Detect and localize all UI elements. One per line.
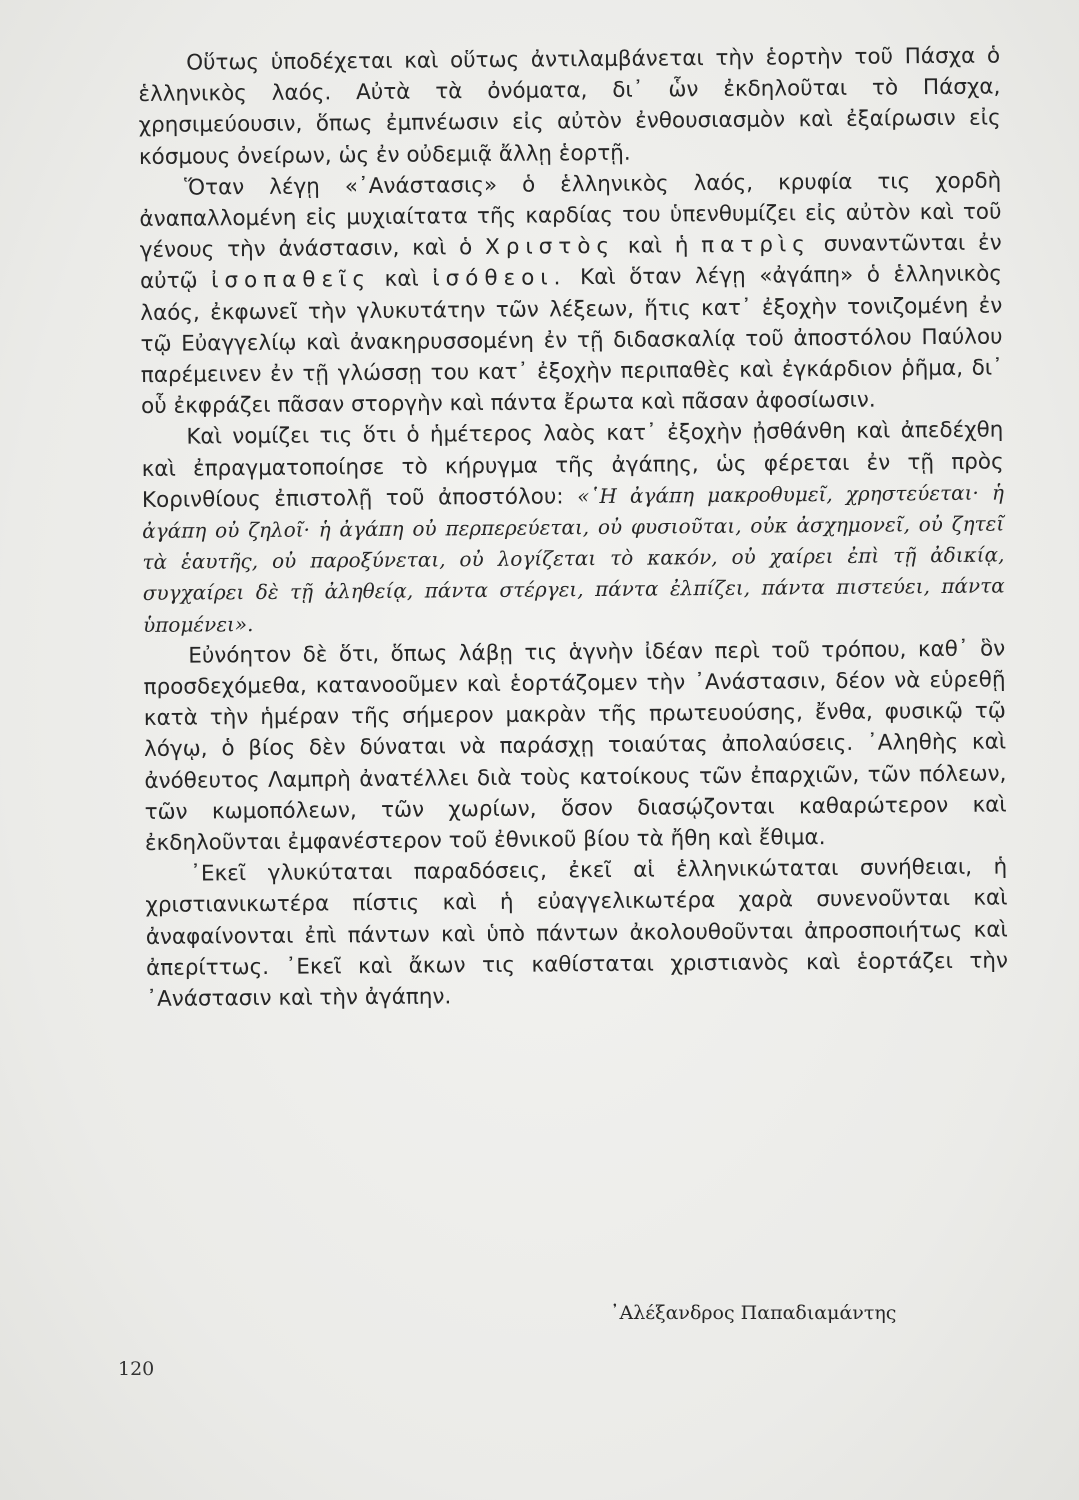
page-number: 120 (118, 1358, 155, 1380)
body-text (138, 40, 1008, 1015)
paragraph-2-part-4: καὶ (384, 266, 419, 293)
paragraph-2-part-3: συναντῶνται ἐν αὐτῷ (139, 230, 1002, 295)
paragraph-2 (139, 165, 1003, 422)
paragraph-5: ᾽Εκεῖ γλυκύταται παραδόσεις, ἐκεῖ αἱ ἑλληνικώταται συνήθειαι, ἡ χριστιανικωτέρα πίστις καὶ ἡ εὐαγγελικωτέρα χαρὰ συνενοῦνται καὶ ἀναφαίνονται ἐπὶ πάντων καὶ ὑπὸ πάντων ἀκολουθοῦνται ἀπροσποιήτως καὶ ἀπερίττως. ᾽Εκεῖ καὶ ἄκων τις καθίσταται χριστιανὸς καὶ ἑορτάζει τὴν ᾽Ανάστασιν καὶ τὴν ἀγάπην. (145, 854, 1009, 1013)
paragraph-2-part-5: Καὶ ὅταν λέγῃ «ἀγάπη» ὁ ἑλληνικὸς λαός, ἐκφωνεῖ τὴν γλυκυτάτην τῶν λέξεων, ἥτις κατ᾽ ἐξοχὴν τονιζομένη ἐν τῷ Εὐαγγελίῳ καὶ ἀνακηρυσσομένη ἐν τῇ διδασκαλίᾳ τοῦ ἀποστόλου Παύλου παρέμεινεν ἐν τῇ γλώσσῃ του κατ᾽ ἐξοχὴν περιπαθὲς καὶ ἐγκάρδιον ῥῆμα, δι᾽ οὗ ἐκφράζει πᾶσαν στοργὴν καὶ πάντα ἔρωτα καὶ πᾶσαν ἀφοσίωσιν. (140, 261, 1003, 420)
emphasis-isotheoi: ἰσόθεοι. (432, 265, 567, 292)
emphasis-patris: πατρὶς (701, 232, 811, 259)
emphasis-isopatheis: ἰσοπαθεῖς (211, 267, 372, 294)
paragraph-3-text: Καὶ νομίζει τις ὅτι ὁ ἡμέτερος λαὸς κατ᾽ ἐξοχὴν ᾐσθάνθη καὶ ἀπεδέχθη καὶ ἐπραγματοποίησε τὸ κήρυγμα τῆς ἀγάπης, ὡς φέρεται ἐν τῇ πρὸς Κορινθίους ἐπιστολῇ τοῦ ἀποστόλου: (141, 417, 1004, 513)
paragraph-1: Οὕτως ὑποδέχεται καὶ οὕτως ἀντιλαμβάνεται τὴν ἑορτὴν τοῦ Πάσχα ὁ ἑλληνικὸς λαός. Αὐτὰ τὰ ὀνόματα, δι᾽ ὧν ἐκδηλοῦται τὸ Πάσχα, χρησιμεύουσιν, ὅπως ἐμπνέωσιν εἰς αὐτὸν ἐνθουσιασμὸν καὶ ἐξαίρωσιν εἰς κόσμους ὀνείρων, ὡς ἐν οὐδεμιᾷ ἄλλῃ ἑορτῇ. (138, 43, 1001, 170)
author-signature: ᾽Αλέξανδρος Παπαδιαμάντης (610, 1302, 897, 1324)
paragraph-2-part-1: Ὅταν λέγῃ «᾽Ανάστασις» ὁ ἑλληνικὸς λαός, κρυφία τις χορδὴ ἀναπαλλομένη εἰς μυχιαίτατα τῆς καρδίας του ὑπενθυμίζει εἰς αὐτὸν καὶ τοῦ γένους τὴν ἀνάστασιν, καὶ ὁ (139, 168, 1002, 264)
paragraph-4: Εὐνόητον δὲ ὅτι, ὅπως λάβῃ τις ἁγνὴν ἰδέαν περὶ τοῦ τρόπου, καθ᾽ ὃν προσδεχόμεθα, κατανοοῦμεν καὶ ἑορτάζομεν τὴν ᾽Ανάστασιν, δέον νὰ εὑρεθῇ κατὰ τὴν ἡμέραν τῆς σήμερον μακρὰν τῆς πρωτευούσης, ἔνθα, φυσικῷ τῷ λόγῳ, ὁ βίος δὲν δύναται νὰ παράσχῃ τοιαύτας ἀπολαύσεις. ᾽Αληθὴς καὶ ἀνόθευτος Λαμπρὴ ἀνατέλλει διὰ τοὺς κατοίκους τῶν ἐπαρχιῶν, τῶν πόλεων, τῶν κωμοπόλεων, τῶν χωρίων, ὅσον διασῴζονται καθαρώτερον καὶ ἐκδηλοῦνται ἐμφανέστερον τοῦ ἐθνικοῦ βίου τὰ ἤθη καὶ ἔθιμα. (143, 636, 1007, 857)
corinthians-quote: «῾Η ἀγάπη μακροθυμεῖ, χρηστεύεται· ἡ ἀγάπη οὐ ζηλοῖ· ἡ ἀγάπη οὐ περπερεύεται, οὐ φυσιοῦται, οὐκ ἀσχημονεῖ, οὐ ζητεῖ τὰ ἑαυτῆς, οὐ παροξύνεται, οὐ λογίζεται τὸ κακόν, οὐ χαίρει ἐπὶ τῇ ἀδικίᾳ, συγχαίρει δὲ τῇ ἀληθείᾳ, πάντα στέργει, πάντα ἐλπίζει, πάντα πιστεύει, πάντα ὑπομένει». (142, 480, 1005, 637)
paragraph-3 (141, 415, 1005, 641)
paragraph-2-part-2: καὶ ἡ (627, 233, 689, 259)
emphasis-christos: Χριστὸς (484, 234, 616, 261)
